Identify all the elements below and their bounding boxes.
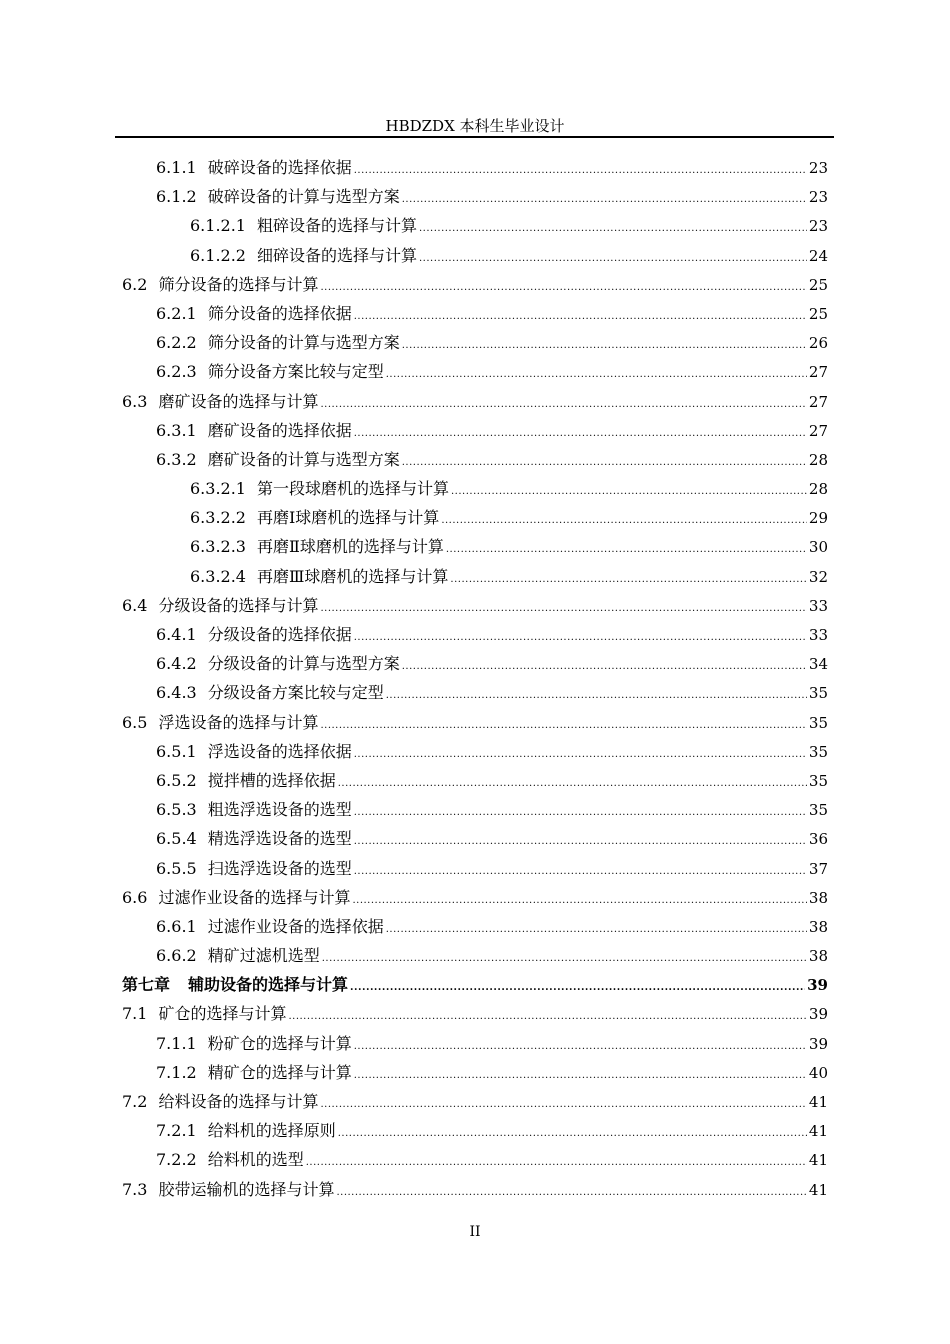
toc-dot-leader — [352, 886, 806, 915]
toc-entry-number: 6.4.2 — [156, 654, 197, 674]
toc-entry-page: 24 — [808, 246, 828, 265]
toc-entry[interactable] — [122, 708, 828, 737]
toc-entry-title: 精矿仓的选择与计算 — [207, 1062, 352, 1082]
toc-entry-number: 6.3 — [122, 391, 148, 411]
toc-entry-title: 第一段球磨机的选择与计算 — [256, 479, 449, 499]
toc-entry-number: 6.3.1 — [156, 420, 197, 440]
toc-entry-title: 精选浮选设备的选型 — [207, 829, 352, 849]
toc-entry[interactable] — [122, 299, 828, 328]
toc-entry-page: 33 — [808, 596, 828, 615]
toc-entry-page: 40 — [808, 1063, 828, 1082]
toc-entry-title: 搅拌槽的选择依据 — [207, 770, 336, 790]
toc-entry-title: 破碎设备的选择依据 — [207, 158, 352, 177]
toc-entry-title: 破碎设备的计算与选型方案 — [207, 187, 400, 207]
toc-dot-leader — [402, 331, 807, 360]
toc-dot-leader — [451, 477, 807, 506]
toc-entry[interactable] — [122, 737, 828, 766]
toc-entry-title: 粉矿仓的选择与计算 — [207, 1033, 352, 1053]
header-rule — [115, 136, 834, 138]
toc-entry-number: 7.2.2 — [156, 1150, 197, 1170]
toc-dot-leader — [320, 1090, 806, 1119]
toc-entry-title: 分级设备的选择依据 — [207, 625, 352, 644]
toc-dot-leader — [354, 798, 807, 827]
toc-entry[interactable] — [122, 824, 828, 853]
toc-entry-title: 分级设备方案比较与定型 — [207, 683, 384, 703]
toc-dot-leader — [419, 214, 807, 243]
toc-dot-leader — [354, 1032, 807, 1061]
toc-entry-page: 39 — [808, 1005, 828, 1024]
toc-entry-page: 41 — [808, 1151, 828, 1170]
toc-entry[interactable] — [122, 328, 828, 357]
toc-entry-title: 分级设备的选择与计算 — [158, 595, 319, 615]
toc-dot-leader — [322, 944, 807, 973]
toc-entry-title: 磨矿设备的选择依据 — [207, 420, 352, 440]
toc-entry[interactable] — [122, 766, 828, 795]
toc-entry[interactable] — [122, 1087, 828, 1116]
toc-entry-number: 6.5.4 — [156, 829, 197, 849]
toc-entry-page: 28 — [808, 450, 828, 469]
toc-entry-number: 6.1.2.2 — [190, 245, 246, 265]
toc-entry-title: 辅助设备的选择与计算 — [188, 975, 349, 995]
toc-entry[interactable] — [122, 562, 828, 591]
toc-entry-number: 6.3.2 — [156, 449, 197, 469]
toc-dot-leader — [354, 419, 807, 448]
toc-entry-number: 6.3.2.2 — [190, 508, 246, 528]
toc-entry-number: 6.6.2 — [156, 946, 197, 966]
toc-entry-title: 给料机的选型 — [207, 1150, 304, 1170]
toc-dot-leader — [450, 565, 806, 594]
toc-entry-number: 6.5.2 — [156, 770, 197, 790]
toc-entry-number: 第七章 — [122, 975, 171, 995]
toc-dot-leader — [386, 360, 807, 389]
toc-entry-page: 41 — [808, 1093, 828, 1111]
toc-entry[interactable] — [122, 445, 828, 474]
toc-dot-leader — [320, 594, 806, 623]
toc-entry-number: 6.3.2.4 — [190, 566, 246, 586]
toc-entry-title: 筛分设备的选择依据 — [207, 303, 352, 323]
toc-entry[interactable] — [122, 591, 828, 620]
toc-entry-number: 6.4 — [122, 595, 148, 615]
toc-entry-title: 再磨Ⅱ球磨机的选择与计算 — [256, 537, 444, 557]
toc-entry[interactable] — [122, 883, 828, 912]
toc-entry[interactable] — [122, 678, 828, 707]
toc-entry-page: 39 — [808, 1034, 828, 1053]
toc-entry-number: 6.3.2.3 — [190, 537, 246, 557]
toc-entry-number: 7.1 — [122, 1004, 148, 1024]
toc-entry-page: 37 — [808, 859, 828, 878]
toc-entry-page: 23 — [808, 188, 828, 207]
toc-entry-number: 6.3.2.1 — [190, 479, 246, 499]
toc-entry-number: 6.4.3 — [156, 683, 197, 703]
toc-entry[interactable] — [122, 532, 828, 561]
toc-entry-number: 6.6 — [122, 887, 148, 907]
toc-entry-page: 30 — [808, 538, 828, 557]
toc-entry-title: 精矿过滤机选型 — [207, 946, 320, 966]
toc-entry-number: 7.2.1 — [156, 1121, 197, 1141]
toc-entry-page: 34 — [808, 655, 828, 674]
toc-entry[interactable] — [122, 416, 828, 445]
toc-entry-number: 7.1.2 — [156, 1062, 197, 1082]
toc-dot-leader — [446, 535, 807, 564]
toc-entry-number: 7.1.1 — [156, 1033, 197, 1053]
toc-entry[interactable] — [122, 1175, 828, 1204]
toc-entry-page: 35 — [808, 771, 828, 790]
toc-entry[interactable] — [122, 941, 828, 970]
toc-entry[interactable] — [122, 912, 828, 941]
toc-entry[interactable] — [122, 620, 828, 649]
toc-entry-number: 6.1.2.1 — [190, 216, 246, 236]
toc-entry-number: 6.1.1 — [156, 158, 197, 177]
toc-dot-leader — [402, 448, 807, 477]
toc-entry-title: 细碎设备的选择与计算 — [256, 245, 417, 265]
toc-entry[interactable] — [122, 1116, 828, 1145]
toc-entry[interactable] — [122, 503, 828, 532]
toc-entry-title: 再磨Ⅰ球磨机的选择与计算 — [256, 508, 440, 528]
toc-entry-number: 6.2.3 — [156, 362, 197, 382]
toc-dot-leader — [288, 1002, 806, 1031]
toc-entry-title: 再磨Ⅲ球磨机的选择与计算 — [256, 566, 449, 586]
toc-entry-page: 35 — [808, 713, 828, 732]
toc-entry-number: 6.5.1 — [156, 741, 197, 761]
toc-entry-number: 6.2.2 — [156, 333, 197, 353]
toc-entry-title: 分级设备的计算与选型方案 — [207, 654, 400, 674]
toc-entry-page: 25 — [808, 304, 828, 323]
toc-entry-page: 27 — [808, 363, 828, 382]
toc-entry[interactable] — [122, 1145, 828, 1174]
toc-dot-leader — [386, 915, 807, 944]
toc-entry-number: 6.2 — [122, 274, 148, 294]
toc-entry-title: 扫选浮选设备的选型 — [207, 858, 352, 878]
toc-entry[interactable] — [122, 1058, 828, 1087]
toc-entry[interactable] — [122, 999, 828, 1028]
page-header: HBDZDX 本科生毕业设计 — [385, 117, 565, 135]
toc-entry-title: 过滤作业设备的选择与计算 — [158, 887, 351, 907]
toc-dot-leader — [354, 740, 807, 769]
toc-entry[interactable] — [122, 241, 828, 270]
toc-entry-page: 23 — [808, 159, 828, 177]
toc-entry-page: 27 — [808, 392, 828, 411]
toc-entry-page: 38 — [808, 888, 828, 907]
toc-entry[interactable] — [122, 854, 828, 883]
toc-chapter-entry[interactable] — [122, 970, 828, 999]
toc-entry-page: 35 — [808, 742, 828, 761]
toc-entry-page: 26 — [808, 334, 828, 353]
toc-entry-number: 6.1.2 — [156, 187, 197, 207]
toc-entry-number: 6.5.3 — [156, 800, 197, 820]
toc-entry-title: 粗碎设备的选择与计算 — [256, 216, 417, 236]
toc-dot-leader — [354, 623, 807, 652]
toc-dot-leader — [354, 302, 807, 331]
toc-entry-page: 38 — [808, 947, 828, 966]
toc-entry-page: 41 — [808, 1122, 828, 1141]
toc-dot-leader — [306, 1148, 807, 1177]
toc-entry-number: 6.4.1 — [156, 625, 197, 644]
toc-dot-leader — [402, 652, 807, 681]
toc-dot-leader — [354, 1061, 807, 1090]
toc-entry-number: 6.2.1 — [156, 303, 197, 323]
toc-entry-title: 筛分设备的计算与选型方案 — [207, 333, 400, 353]
toc-entry-title: 筛分设备的选择与计算 — [158, 274, 319, 294]
toc-dot-leader — [354, 156, 807, 185]
toc-entry-page: 28 — [808, 480, 828, 499]
toc-dot-leader — [320, 273, 806, 302]
toc-entry-page: 23 — [808, 217, 828, 236]
toc-entry-title: 胶带运输机的选择与计算 — [158, 1179, 335, 1199]
toc-entry[interactable] — [122, 211, 828, 240]
toc-entry-title: 过滤作业设备的选择依据 — [207, 916, 384, 936]
page-number: II — [469, 1224, 481, 1240]
toc-dot-leader — [320, 711, 806, 740]
toc-entry[interactable] — [122, 153, 828, 182]
toc-entry[interactable] — [122, 387, 828, 416]
toc-dot-leader — [354, 857, 807, 886]
toc-dot-leader — [354, 827, 807, 856]
toc-entry-page: 33 — [808, 626, 828, 644]
toc-entry-page: 32 — [808, 567, 828, 586]
toc-dot-leader — [350, 973, 805, 1002]
toc-entry-title: 磨矿设备的计算与选型方案 — [207, 449, 400, 469]
toc-entry-title: 给料设备的选择与计算 — [158, 1092, 319, 1111]
toc-entry-page: 27 — [808, 421, 828, 440]
toc-dot-leader — [441, 506, 807, 535]
toc-entry-page: 35 — [808, 801, 828, 820]
toc-entry[interactable] — [122, 357, 828, 386]
toc-entry-page: 29 — [808, 509, 828, 528]
toc-entry-number: 7.2 — [122, 1092, 148, 1111]
toc-entry-page: 36 — [808, 830, 828, 849]
toc-entry-title: 磨矿设备的选择与计算 — [158, 391, 319, 411]
toc-entry[interactable] — [122, 474, 828, 503]
toc-entry-page: 35 — [808, 684, 828, 703]
toc-entry-title: 矿仓的选择与计算 — [158, 1004, 287, 1024]
toc-entry-number: 6.5.5 — [156, 858, 197, 878]
toc-dot-leader — [338, 769, 807, 798]
toc-entry[interactable] — [122, 649, 828, 678]
toc-entry-title: 浮选设备的选择依据 — [207, 741, 352, 761]
toc-entry-number: 6.6.1 — [156, 916, 197, 936]
toc-dot-leader — [419, 244, 807, 273]
toc-entry-page: 25 — [808, 275, 828, 294]
toc-entry-title: 筛分设备方案比较与定型 — [207, 362, 384, 382]
toc-entry-page: 38 — [808, 917, 828, 936]
toc-entry[interactable] — [122, 795, 828, 824]
toc-dot-leader — [338, 1119, 807, 1148]
toc-entry-page: 39 — [807, 976, 828, 995]
toc-dot-leader — [402, 185, 807, 214]
toc-entry[interactable] — [122, 1029, 828, 1058]
toc-entry-number: 6.5 — [122, 712, 148, 732]
toc-dot-leader — [336, 1178, 806, 1207]
table-of-contents — [122, 153, 828, 1204]
toc-entry-number: 7.3 — [122, 1179, 148, 1199]
toc-entry[interactable] — [122, 182, 828, 211]
toc-dot-leader — [320, 390, 806, 419]
toc-entry-title: 给料机的选择原则 — [207, 1121, 336, 1141]
toc-entry-page: 41 — [808, 1180, 828, 1199]
toc-dot-leader — [386, 681, 807, 710]
toc-entry[interactable] — [122, 270, 828, 299]
toc-entry-title: 粗选浮选设备的选型 — [207, 800, 352, 820]
toc-entry-title: 浮选设备的选择与计算 — [158, 712, 319, 732]
